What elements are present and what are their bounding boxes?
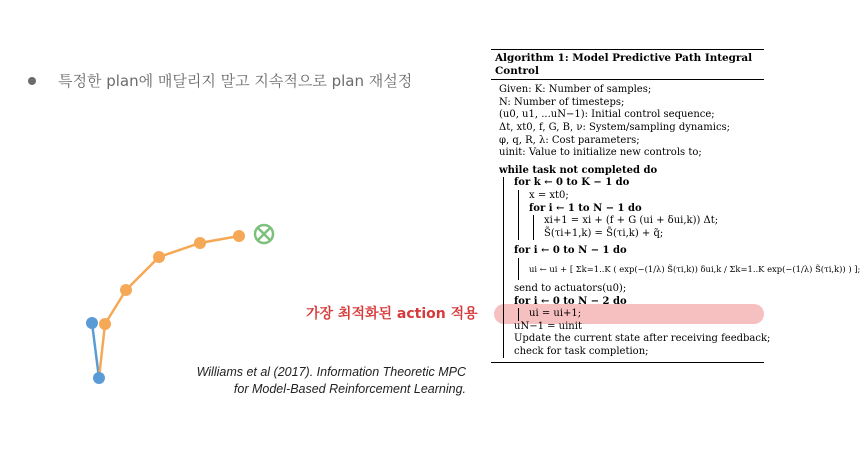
given-line: Δt, xt0, f, G, B, ν: System/sampling dynamics; bbox=[499, 121, 731, 133]
callout-label: 가장 최적화된 action 적용 bbox=[306, 306, 478, 322]
orange-point bbox=[194, 237, 206, 249]
citation-line-2: for Model-Based Reinforcement Learning. bbox=[233, 382, 466, 396]
while-line: while task not completed do bbox=[499, 164, 658, 176]
check-line: check for task completion; bbox=[514, 345, 649, 357]
citation bbox=[197, 364, 466, 398]
blue-point bbox=[86, 317, 98, 329]
for-k-block bbox=[518, 190, 764, 240]
given-line: (u0, u1, ...uN−1): Initial control sequence; bbox=[499, 109, 715, 121]
citation-line-1: Williams et al (2017). Information Theoretic MPC bbox=[196, 365, 466, 379]
given-line: N: Number of timesteps; bbox=[499, 96, 625, 108]
for-i-line: for i ← 0 to N − 2 do bbox=[514, 295, 627, 307]
algorithm-title: Algorithm 1: Model Predictive Path Integral Control bbox=[491, 49, 764, 80]
given-line: Given: K: Number of samples; bbox=[499, 84, 652, 96]
for-i-block bbox=[518, 258, 860, 280]
orange-point bbox=[233, 230, 245, 242]
bullet-text: 특정한 plan에 매달리지 말고 지속적으로 plan 재설정 bbox=[58, 72, 413, 90]
algorithm-body bbox=[491, 80, 860, 363]
orange-point bbox=[99, 318, 111, 330]
for-i-block bbox=[533, 215, 764, 240]
given-line: φ, q, R, λ: Cost parameters; bbox=[499, 134, 640, 146]
given-line: uinit: Value to initialize new controls to; bbox=[499, 147, 702, 159]
orange-point bbox=[153, 251, 165, 263]
for-i-block bbox=[518, 308, 764, 321]
last-control-line: uN−1 = uinit bbox=[514, 320, 582, 332]
for-i-line: for i ← 1 to N − 1 do bbox=[529, 202, 642, 214]
algorithm-box bbox=[491, 49, 860, 363]
for-k-line: for k ← 0 to K − 1 do bbox=[514, 177, 630, 189]
s-update-line: S̃(τi+1,k) = S̃(τi,k) + q̃; bbox=[544, 227, 664, 239]
for-i-line: for i ← 0 to N − 1 do bbox=[514, 245, 627, 257]
shift-line: ui = ui+1; bbox=[529, 308, 582, 320]
u-update-line: ui ← ui + [ Σk=1..K ( exp(−(1/λ) S̃(τi,k)) δui,k / Σk=1..K exp(−(1/λ) S̃(τi,k)) ) ]; bbox=[529, 263, 860, 274]
x-update-line: xi+1 = xi + (f + G (ui + δui,k)) Δt; bbox=[544, 215, 719, 227]
blue-point-start bbox=[93, 372, 105, 384]
x-init-line: x = xt0; bbox=[529, 189, 569, 201]
circle-x-icon bbox=[255, 225, 273, 243]
orange-point bbox=[120, 284, 132, 296]
send-line: send to actuators(u0); bbox=[514, 282, 627, 294]
while-block bbox=[503, 177, 860, 358]
update-state-line: Update the current state after receiving feedback; bbox=[514, 333, 771, 345]
blue-path bbox=[92, 323, 99, 378]
orange-path bbox=[99, 236, 239, 378]
